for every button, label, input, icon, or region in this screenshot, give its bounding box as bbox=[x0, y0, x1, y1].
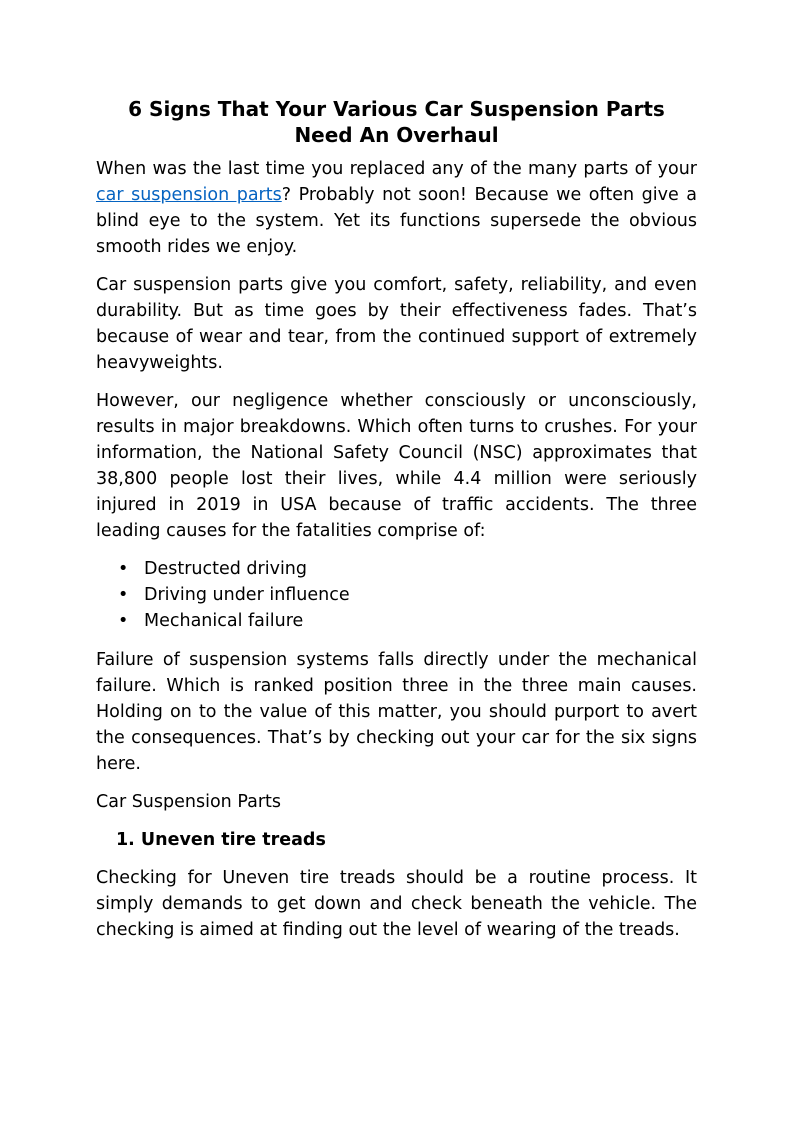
bullet-glyph: • bbox=[118, 559, 129, 579]
document-title: 6 Signs That Your Various Car Suspension Parts Need An Overhaul bbox=[128, 97, 665, 147]
car-suspension-parts-link[interactable]: car suspension parts bbox=[96, 185, 282, 205]
causes-list bbox=[96, 556, 697, 634]
paragraph-negligence-statistics: However, our negligence whether consciously or unconsciously, results in major breakdowns. Which often turns to crushes. For your information, the National Safety Council (NSC) approximates that 38,800 people lost their lives, while 4.4 million were seriously injured in 2019 in USA because of traffic accidents. The three leading causes for the fatalities comprise of: bbox=[96, 391, 697, 541]
bullet-glyph: • bbox=[118, 611, 129, 631]
list-item-text: Driving under influence bbox=[144, 585, 350, 605]
bullet-glyph: • bbox=[118, 585, 129, 605]
list-item-text: Mechanical failure bbox=[144, 611, 304, 631]
intro-text-before-link: When was the last time you replaced any of the many parts of your bbox=[96, 159, 697, 179]
list-item bbox=[118, 556, 697, 582]
section-heading-uneven-tire-treads: 1. Uneven tire treads bbox=[116, 830, 326, 850]
paragraph-mechanical-failure: Failure of suspension systems falls directly under the mechanical failure. Which is ranked position three in the three main causes. Holding on to the value of this matter, you should purport to avert the consequences. That’s by checking out your car for the six signs here. bbox=[96, 650, 697, 774]
list-item-text: Destructed driving bbox=[144, 559, 308, 579]
intro-paragraph bbox=[96, 156, 697, 260]
list-item bbox=[118, 608, 697, 634]
paragraph-comfort-safety: Car suspension parts give you comfort, safety, reliability, and even durability. But as time goes by their effectiveness fades. That’s because of wear and tear, from the continued support of extremely heavyweights. bbox=[96, 275, 697, 373]
paragraph-uneven-tire-treads: Checking for Uneven tire treads should be a routine process. It simply demands to get down and check beneath the vehicle. The checking is aimed at finding out the level of wearing of the treads. bbox=[96, 868, 697, 940]
image-caption: Car Suspension Parts bbox=[96, 792, 281, 812]
list-item bbox=[118, 582, 697, 608]
intro-text-after-link: ? Probably not soon! Because we often give a blind eye to the system. Yet its functions supersede the obvious smooth rides we enjoy. bbox=[96, 185, 698, 257]
document-page bbox=[96, 96, 697, 955]
